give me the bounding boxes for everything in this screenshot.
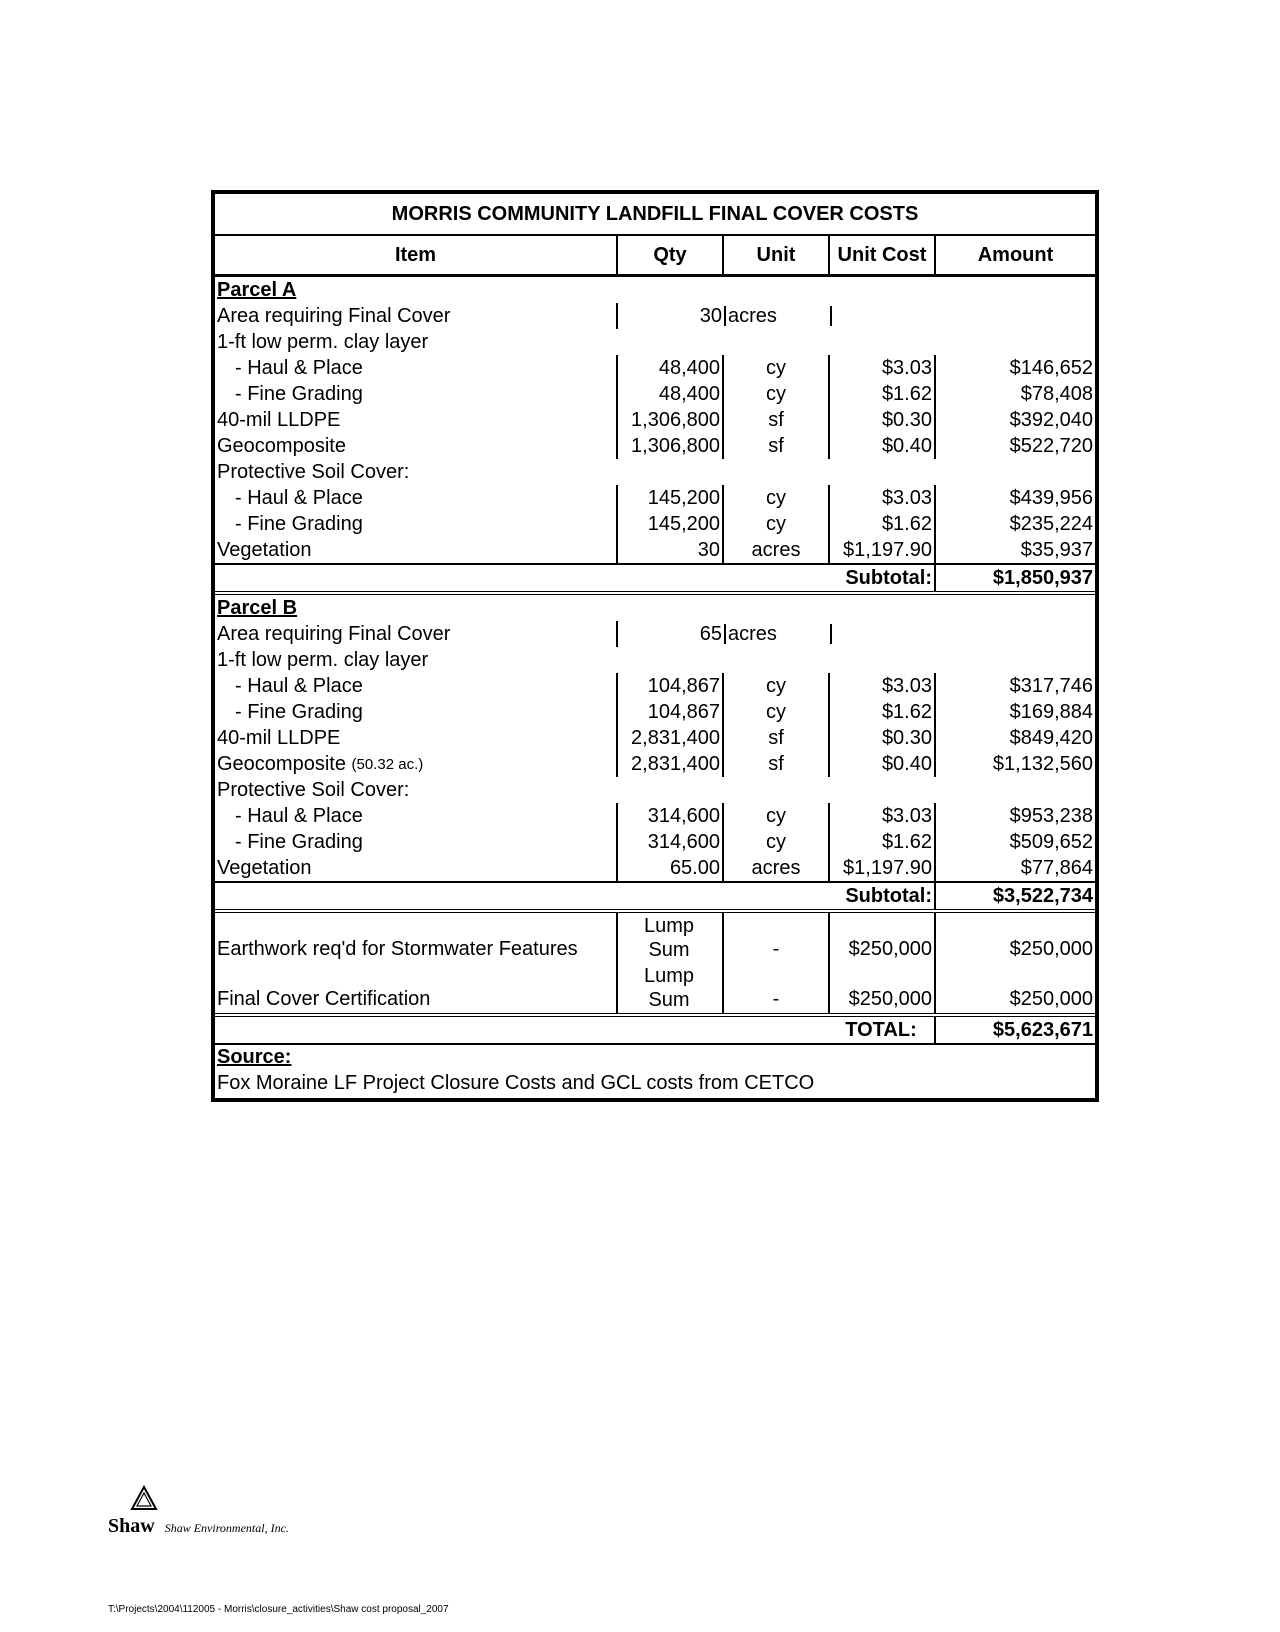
table-row [215, 913, 1095, 963]
row-qty: 2,831,400 [618, 725, 724, 751]
row-unit: sf [724, 433, 830, 459]
row-amount: $250,000 [1009, 938, 1093, 960]
row-unit: - [724, 913, 830, 963]
table-row [215, 699, 1095, 725]
row-amount: $1,132,560 [992, 752, 1093, 775]
qty-line2: Sum [648, 939, 690, 961]
subtotal-amount: $1,850,937 [992, 566, 1093, 589]
table-row [215, 485, 1095, 511]
table-row [215, 751, 1095, 777]
table-row [215, 537, 1095, 563]
row-unit: sf [724, 407, 830, 433]
area-qty: 30 [618, 306, 726, 326]
row-unit-cost: $0.40 [830, 433, 936, 459]
row-amount: $235,224 [1009, 512, 1093, 535]
row-unit: cy [724, 699, 830, 725]
cost-table [211, 190, 1099, 1102]
row-item: Geocomposite [215, 433, 618, 459]
parcel-a-subtotal-row [215, 563, 1095, 595]
subtotal-amount: $3,522,734 [992, 884, 1093, 907]
row-qty: 1,306,800 [618, 407, 724, 433]
row-qty: 48,400 [618, 355, 724, 381]
table-row [215, 355, 1095, 381]
parcel-a-clay-row [215, 329, 1095, 355]
source-label: Source: [217, 1046, 292, 1068]
row-unit: cy [724, 673, 830, 699]
subtotal-label: Subtotal: [830, 565, 936, 591]
row-item: - Haul & Place [215, 673, 618, 699]
row-unit-cost: $3.03 [830, 355, 936, 381]
soil-cover-label: Protective Soil Cover: [217, 460, 410, 483]
table-row [215, 407, 1095, 433]
shaw-logo-text: Shaw [108, 1515, 155, 1537]
subtotal-spacer [215, 883, 830, 909]
row-unit-cost: $1.62 [830, 511, 936, 537]
row-amount: $78,408 [1020, 382, 1093, 405]
row-item: - Fine Grading [215, 829, 618, 855]
row-unit: cy [724, 511, 830, 537]
row-unit: cy [724, 355, 830, 381]
row-qty: 145,200 [618, 485, 724, 511]
table-row [215, 381, 1095, 407]
table-row [215, 511, 1095, 537]
header-qty: Qty [618, 236, 724, 274]
row-qty: 314,600 [618, 803, 724, 829]
clay-layer-label: 1-ft low perm. clay layer [217, 330, 429, 353]
total-spacer [215, 1017, 830, 1043]
header-row [215, 236, 1095, 277]
row-unit: cy [724, 829, 830, 855]
row-item [215, 751, 618, 777]
row-unit-cost: $0.30 [830, 407, 936, 433]
row-unit: acres [724, 855, 830, 881]
row-unit: cy [724, 803, 830, 829]
row-qty: 2,831,400 [618, 751, 724, 777]
row-amount: $169,884 [1009, 700, 1093, 723]
area-qty-unit [618, 306, 832, 326]
total-row [215, 1013, 1095, 1045]
row-amount: $439,956 [1009, 486, 1093, 509]
row-unit-cost: $250,000 [830, 963, 936, 1013]
row-amount: $146,652 [1009, 356, 1093, 379]
file-path: T:\Projects\2004\112005 - Morris\closure_activities\Shaw cost proposal_2007 [108, 1604, 449, 1615]
row-unit: cy [724, 381, 830, 407]
shaw-logo-mark [108, 1515, 155, 1538]
parcel-a-soil-row [215, 459, 1095, 485]
row-item: - Fine Grading [215, 381, 618, 407]
row-item: Vegetation [215, 537, 618, 563]
parcel-b-soil-row [215, 777, 1095, 803]
table-row [215, 803, 1095, 829]
parcel-a-heading-row [215, 277, 1095, 303]
row-unit-cost: $3.03 [830, 803, 936, 829]
parcel-a-area-row [215, 303, 1095, 329]
header-item: Item [215, 236, 618, 274]
row-amount: $392,040 [1009, 408, 1093, 431]
shaw-logo [108, 1515, 289, 1538]
row-amount: $250,000 [1009, 988, 1093, 1010]
table-row [215, 433, 1095, 459]
row-unit-cost: $1.62 [830, 381, 936, 407]
row-item: 40-mil LLDPE [215, 407, 618, 433]
qty-line1: Lump [643, 915, 695, 937]
area-qty: 65 [618, 624, 726, 644]
row-amount: $77,864 [1020, 856, 1093, 879]
row-unit-cost: $0.30 [830, 725, 936, 751]
total-label: TOTAL: [830, 1017, 936, 1043]
qty-line2: Sum [648, 989, 690, 1011]
row-unit: cy [724, 485, 830, 511]
area-qty-unit [618, 624, 832, 644]
row-item: - Haul & Place [215, 355, 618, 381]
row-unit: - [724, 963, 830, 1013]
parcel-b-area-row [215, 621, 1095, 647]
row-unit-cost: $1,197.90 [830, 537, 936, 563]
row-unit-cost: $1.62 [830, 829, 936, 855]
row-qty [618, 913, 724, 963]
header-amount: Amount [977, 243, 1054, 266]
parcel-b-heading-row [215, 595, 1095, 621]
row-item: Final Cover Certification [215, 963, 618, 1013]
clay-layer-label: 1-ft low perm. clay layer [217, 648, 429, 671]
row-item-note: (50.32 ac.) [351, 755, 424, 773]
row-unit: sf [724, 751, 830, 777]
row-unit-cost: $1.62 [830, 699, 936, 725]
source-text: Fox Moraine LF Project Closure Costs and GCL costs from CETCO [217, 1072, 815, 1094]
table-row [215, 829, 1095, 855]
row-unit-cost: $1,197.90 [830, 855, 936, 881]
table-row [215, 725, 1095, 751]
parcel-b-label: Parcel B [217, 596, 298, 619]
total-amount: $5,623,671 [992, 1018, 1093, 1041]
area-label: Area requiring Final Cover [215, 621, 618, 647]
row-item-text: Geocomposite [217, 752, 346, 775]
soil-cover-label: Protective Soil Cover: [217, 778, 410, 801]
row-qty: 65.00 [618, 855, 724, 881]
area-unit: acres [728, 305, 777, 327]
row-item: - Haul & Place [215, 803, 618, 829]
row-unit: sf [724, 725, 830, 751]
row-item: 40-mil LLDPE [215, 725, 618, 751]
row-amount: $849,420 [1009, 726, 1093, 749]
row-unit-cost: $0.40 [830, 751, 936, 777]
row-item: Earthwork req'd for Stormwater Features [215, 913, 618, 963]
header-unit: Unit [724, 236, 830, 274]
row-qty: 30 [618, 537, 724, 563]
company-name: Shaw Environmental, Inc. [164, 1521, 289, 1535]
row-qty: 145,200 [618, 511, 724, 537]
table-row [215, 855, 1095, 881]
area-unit: acres [728, 623, 777, 645]
parcel-a-label: Parcel A [217, 278, 297, 301]
area-label: Area requiring Final Cover [215, 303, 618, 329]
row-qty: 104,867 [618, 699, 724, 725]
row-item: - Fine Grading [215, 511, 618, 537]
row-item: Vegetation [215, 855, 618, 881]
triangle-logo-icon [130, 1485, 158, 1511]
subtotal-label: Subtotal: [830, 883, 936, 909]
row-qty: 314,600 [618, 829, 724, 855]
parcel-b-clay-row [215, 647, 1095, 673]
parcel-b-subtotal-row [215, 881, 1095, 913]
row-amount: $317,746 [1009, 674, 1093, 697]
row-amount: $509,652 [1009, 830, 1093, 853]
row-unit: acres [724, 537, 830, 563]
subtotal-spacer [215, 565, 830, 591]
header-unit-cost: Unit Cost [830, 236, 936, 274]
row-qty: 48,400 [618, 381, 724, 407]
row-unit-cost: $250,000 [830, 913, 936, 963]
row-qty: 1,306,800 [618, 433, 724, 459]
row-qty [618, 963, 724, 1013]
row-item: - Haul & Place [215, 485, 618, 511]
row-amount: $522,720 [1009, 434, 1093, 457]
row-unit-cost: $3.03 [830, 673, 936, 699]
table-title: MORRIS COMMUNITY LANDFILL FINAL COVER COSTS [215, 194, 1095, 236]
row-amount: $35,937 [1020, 538, 1093, 561]
row-amount: $953,238 [1009, 804, 1093, 827]
row-item: - Fine Grading [215, 699, 618, 725]
row-unit-cost: $3.03 [830, 485, 936, 511]
table-row [215, 963, 1095, 1013]
row-qty: 104,867 [618, 673, 724, 699]
table-row [215, 673, 1095, 699]
source-section [215, 1045, 1095, 1098]
qty-line1: Lump [643, 965, 695, 987]
